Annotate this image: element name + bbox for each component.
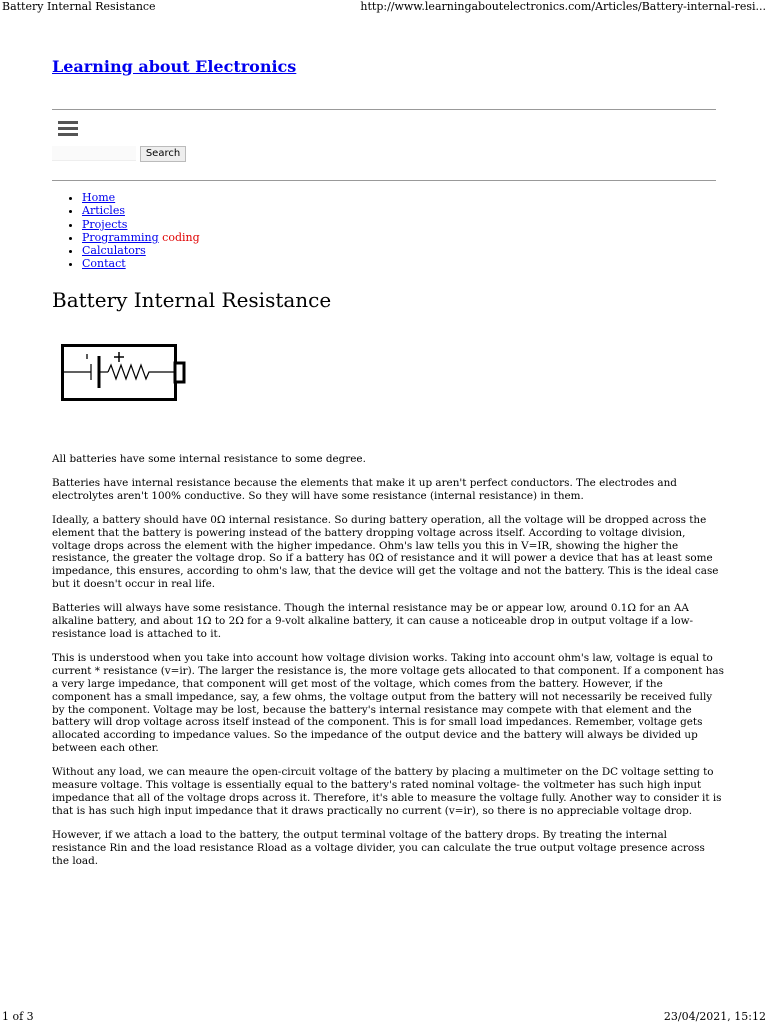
battery-internal-resistance-icon	[61, 344, 187, 402]
print-footer	[0, 1010, 768, 1024]
main-nav	[52, 191, 200, 271]
hamburger-menu-icon[interactable]	[58, 121, 78, 137]
nav-link-projects[interactable]: Projects	[82, 217, 128, 231]
nav-link-home[interactable]: Home	[82, 191, 116, 204]
article-body	[52, 453, 724, 878]
nav-link-contact[interactable]: Contact	[82, 257, 126, 271]
nav-item-projects	[82, 218, 200, 231]
article-paragraph: This is understood when you take into account how voltage division works. Taking into account ohm's law, voltage is equal to current * resistance (v=ir). The larger the resistance is, the more voltage gets allocated to that component. If a component has a very large impedance, that component will get most of the voltage, which comes from the battery. However, if the component has a small impedance, say, a few ohms, the voltage output from the battery will not necessarily be received fully by the component. Voltage may be lost, because the battery's internal resistance may compete with that element and the battery will drop voltage across itself instead of the component. This is for small load impedances. Remember, voltage gets allocated according to impedance values. So the impedance of the output device and the battery will always be divided up between each other.	[52, 651, 724, 755]
print-datetime: 23/04/2021, 15:12	[663, 1010, 766, 1023]
nav-item-calculators	[82, 244, 200, 257]
nav-link-articles[interactable]: Articles	[82, 204, 125, 218]
article-paragraph: Batteries will always have some resistance. Though the internal resistance may be or appear low, around 0.1Ω for an AA alkaline battery, and about 1Ω to 2Ω for a 9-volt alkaline battery, it can cause a noticeable drop in output voltage if a low-resistance load is attached to it.	[52, 602, 694, 640]
nav-item-contact	[82, 257, 200, 270]
divider-bottom	[52, 180, 716, 181]
nav-item-articles	[82, 204, 200, 217]
nav-link-programming[interactable]: Programming	[82, 230, 159, 244]
print-url: http://www.learningaboutelectronics.com/Articles/Battery-internal-resi...	[360, 0, 766, 13]
site-title-link[interactable]: Learning about Electronics	[52, 57, 297, 76]
nav-item-home	[82, 191, 200, 204]
search-input[interactable]	[52, 146, 136, 161]
nav-item-programming	[82, 231, 200, 244]
article-paragraph: Ideally, a battery should have 0Ω internal resistance. So during battery operation, all the voltage will be dropped across the element that the battery is powering instead of the battery dropping voltage across itself. According to voltage division, voltage drops across the element with the higher impedance. Ohm's law tells you this in V=IR, showing the higher the resistance, the greater the voltage drop. So if a battery has 0Ω of resistance and it will power a device that has at least some impedance, this ensures, according to ohm's law, that the device will get the voltage and not the battery. This is the ideal case but it doesn't occur in real life.	[52, 513, 719, 591]
article-paragraph: All batteries have some internal resistance to some degree.	[52, 453, 366, 465]
divider-top	[52, 109, 716, 110]
article-paragraph: Batteries have internal resistance because the elements that make it up aren't perfect conductors. The electrodes and electrolytes aren't 100% conductive. So they will have some resistance (internal resistance) in them.	[52, 476, 677, 502]
nav-link-calculators[interactable]: Calculators	[82, 244, 146, 258]
article-title: Battery Internal Resistance	[52, 288, 332, 312]
print-header	[0, 0, 768, 14]
article-paragraph: However, if we attach a load to the battery, the output terminal voltage of the battery drops. By treating the internal resistance Rin and the load resistance Rload as a voltage divider, you can calculate the true output voltage presence across the load.	[52, 828, 705, 867]
article-paragraph: Without any load, we can meaure the open-circuit voltage of the battery by placing a multimeter on the DC voltage setting to measure voltage. This voltage is essentially equal to the battery's rated nominal voltage- the voltmeter has such high input impedance that all of the voltage drops across it. Therefore, it's able to measure the voltage fully. Another way to consider it is that is has such high input impedance that it draws practically no current (v=ir), so there is no appreciable voltage drop.	[52, 766, 722, 817]
print-page-number: 1 of 3	[2, 1010, 34, 1023]
nav-coding-label: coding	[162, 230, 200, 244]
print-page-title: Battery Internal Resistance	[2, 0, 156, 13]
search-button[interactable]: Search	[140, 146, 186, 162]
